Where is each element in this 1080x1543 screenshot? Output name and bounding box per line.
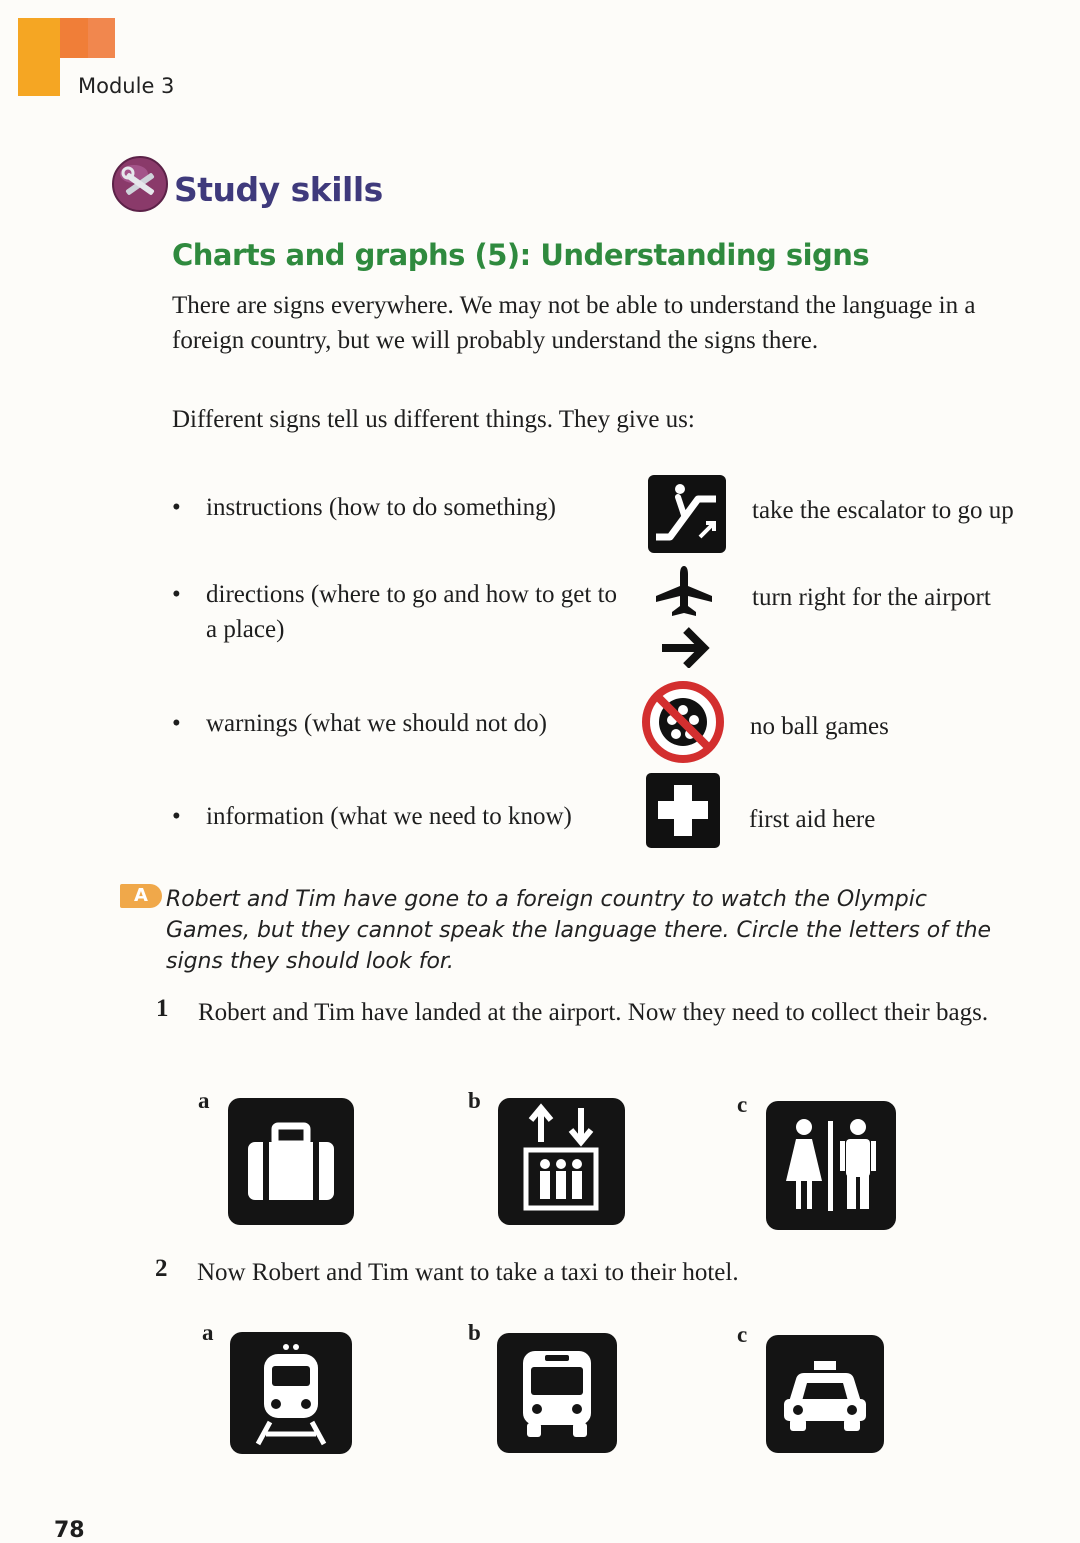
bullet-label: directions (where to go and how to get to a place): [206, 581, 618, 643]
meaning-first-aid: first aid here: [749, 806, 876, 833]
bus-icon[interactable]: [497, 1333, 617, 1453]
exercise-instruction: Robert and Tim have gone to a foreign country to watch the Olympic Games, but they cannot speak the language there. Circle the letters of the signs they should look for.: [166, 887, 992, 974]
option-letter[interactable]: a: [202, 1320, 214, 1345]
question-number: 2: [155, 1255, 168, 1282]
lead-paragraph: Different signs tell us different things. They give us:: [172, 406, 695, 433]
question-number: 1: [156, 995, 169, 1022]
airport-arrow-icon: [652, 564, 716, 668]
restroom-icon[interactable]: [766, 1101, 896, 1230]
bullet-dot: •: [172, 581, 181, 608]
bullet-dot: •: [172, 803, 181, 830]
first-aid-icon: [646, 773, 720, 848]
option-letter[interactable]: a: [198, 1088, 210, 1113]
bullet-label: warnings (what we should not do): [206, 710, 547, 737]
bullet-dot: •: [172, 494, 181, 521]
module-label: Module 3: [78, 74, 175, 98]
option-letter[interactable]: c: [737, 1322, 748, 1347]
study-skills-tools-icon: [112, 156, 168, 212]
option-letter[interactable]: b: [468, 1088, 481, 1113]
option-letter[interactable]: c: [737, 1092, 748, 1117]
train-icon[interactable]: [230, 1332, 352, 1454]
no-ball-games-icon: [641, 680, 725, 764]
meaning-escalator: take the escalator to go up: [752, 497, 1014, 524]
meaning-no-ball: no ball games: [750, 713, 889, 740]
elevator-icon[interactable]: [498, 1098, 625, 1225]
question-text: Now Robert and Tim want to take a taxi to their hotel.: [197, 1259, 739, 1286]
baggage-icon[interactable]: [228, 1098, 354, 1225]
bullet-label: information (what we need to know): [206, 803, 572, 830]
page-number: 78: [54, 1518, 85, 1543]
study-skills-title: Study skills: [174, 170, 383, 209]
meaning-airport: turn right for the airport: [752, 584, 991, 611]
intro-paragraph: There are signs everywhere. We may not be able to understand the language in a foreign country, but we will probably understand the signs there.: [172, 292, 976, 354]
taxi-icon[interactable]: [766, 1335, 884, 1453]
module-tab-accent: [60, 18, 115, 58]
bullet-dot: •: [172, 710, 181, 737]
section-subtitle: Charts and graphs (5): Understanding signs: [172, 238, 870, 272]
option-letter[interactable]: b: [468, 1320, 481, 1345]
question-text: Robert and Tim have landed at the airport. Now they need to collect their bags.: [198, 999, 989, 1026]
exercise-badge: A: [120, 884, 162, 908]
escalator-icon: [648, 475, 726, 553]
bullet-label: instructions (how to do something): [206, 494, 556, 521]
